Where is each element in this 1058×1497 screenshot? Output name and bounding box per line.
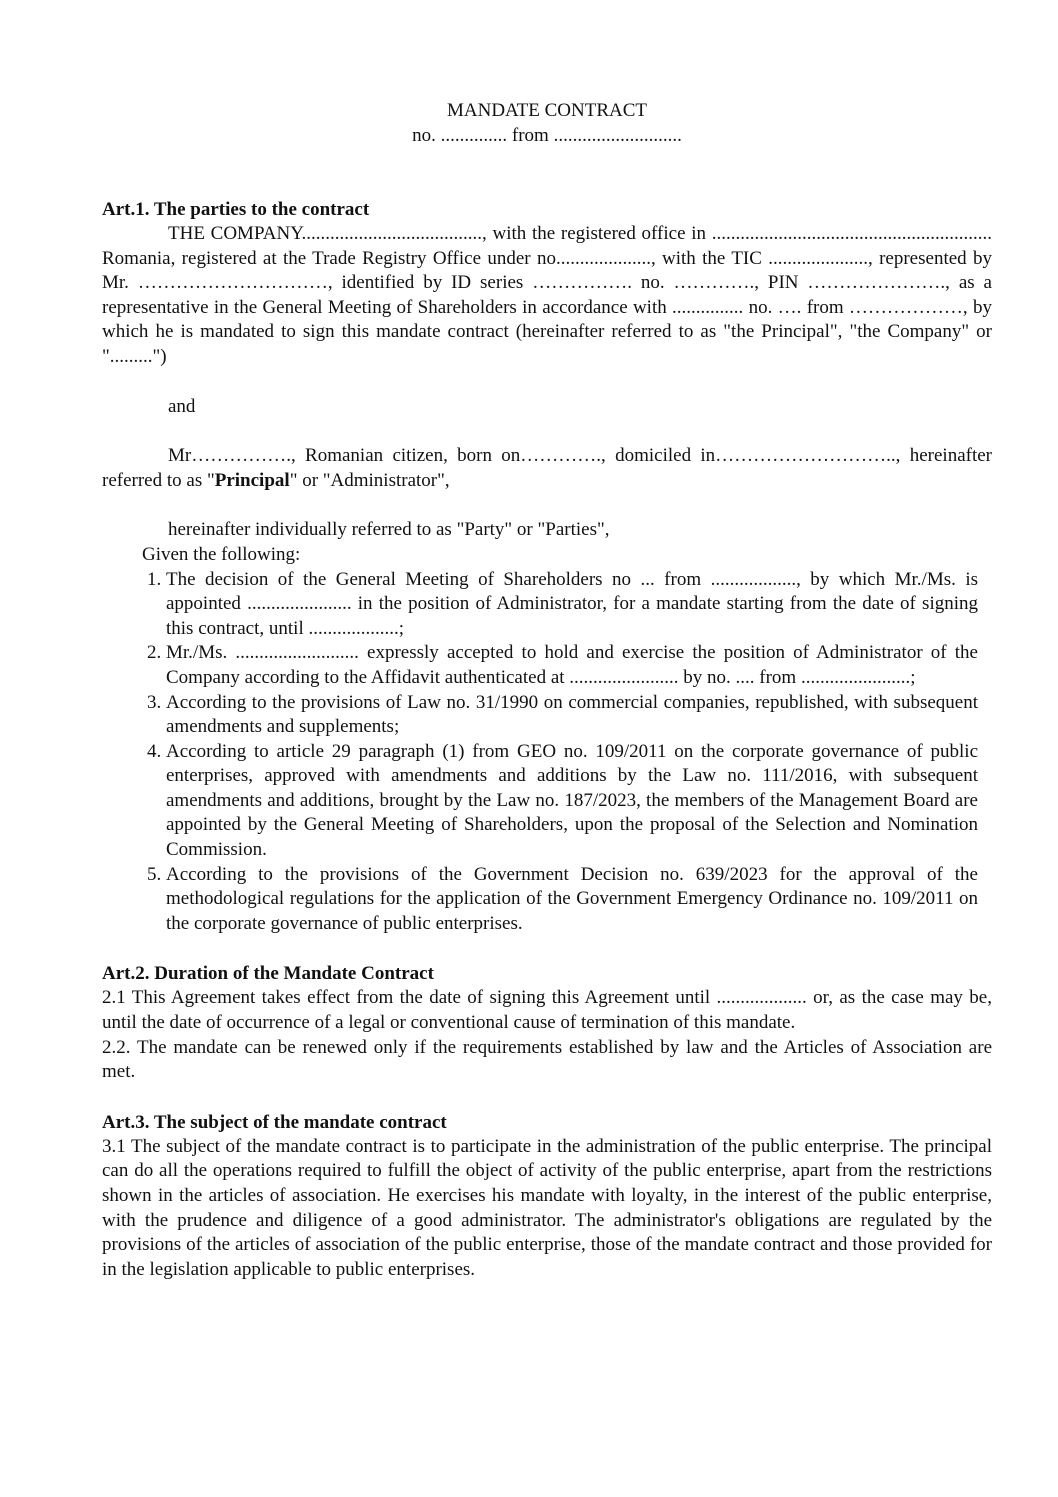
- considerations-list: [102, 568, 992, 937]
- art1-individually: hereinafter individually referred to as "Party" or "Parties",: [168, 519, 610, 541]
- spacer: [102, 493, 992, 518]
- principal-bold: Principal: [214, 469, 290, 491]
- art1-mr-paragraph: [102, 444, 992, 493]
- mr-paragraph-text-2: " or "Administrator",: [289, 469, 450, 491]
- list-item: 2. Mr./Ms. .......................... expressly accepted to hold and exercise the position of Administrator of the Company according to the Affidavit authenticated at ....................... by no. .... from .......................;: [166, 641, 978, 690]
- art3-heading: Art.3. The subject of the mandate contract: [102, 1111, 447, 1133]
- art1-company-paragraph: THE COMPANY......................................, with the registered office in ........................................................... Romania, registered at the Trade Registry Office under no...................., with the TIC ....................., represented by Mr. …………………………, identified by ID series ……………. no. …………., PIN …………………., as a representative in the General Meeting of Shareholders in accordance with ............... no. …. from ………………, by which he is mandated to sign this mandate contract (hereinafter referred to as "the Principal", "the Company" or "........."): [102, 223, 992, 367]
- art2-paragraph-1: 2.1 This Agreement takes effect from the date of signing this Agreement until ................... or, as the case may be, until the date of occurrence of a legal or conventional cause of termination of this mandate.: [102, 987, 992, 1034]
- mr-paragraph-text-1: Mr……………., Romanian citizen, born on…………., domiciled in……………………….., hereinafter referred to as ": [102, 445, 992, 491]
- spacer: [102, 936, 992, 961]
- document-number-line: no. .............. from ...........................: [412, 125, 682, 146]
- spacer: [102, 370, 992, 395]
- list-item: 1. The decision of the General Meeting of Shareholders no ... from .................., by which Mr./Ms. is appointed ...................... in the position of Administrator, for a mandate starting from the date of signing this contract, until ...................;: [166, 568, 978, 642]
- art1-and: and: [168, 395, 196, 417]
- art2-paragraph-2: 2.2. The mandate can be renewed only if the requirements established by law and the Articles of Association are met.: [102, 1036, 992, 1083]
- spacer: [102, 1085, 992, 1110]
- list-item: 5. According to the provisions of the Government Decision no. 639/2023 for the approval of the methodological regulations for the application of the Government Emergency Ordinance no. 109/2011 on the corporate governance of public enterprises.: [166, 863, 978, 937]
- list-item: 3. According to the provisions of Law no. 31/1990 on commercial companies, republished, with subsequent amendments and supplements;: [166, 691, 978, 740]
- spacer: [102, 148, 992, 197]
- art1-given: Given the following:: [142, 543, 301, 565]
- art1-heading: Art.1. The parties to the contract: [102, 199, 370, 220]
- spacer: [102, 419, 992, 444]
- list-item: 4. According to article 29 paragraph (1) from GEO no. 109/2011 on the corporate governance of public enterprises, approved with amendments and additions by the Law no. 111/2016, with subsequent amendments and additions, brought by the Law no. 187/2023, the members of the Management Board are appointed by the General Meeting of Shareholders, upon the proposal of the Selection and Nomination Commission.: [166, 740, 978, 863]
- art2-heading: Art.2. Duration of the Mandate Contract: [102, 963, 434, 985]
- art3-paragraph-1: 3.1 The subject of the mandate contract is to participate in the administration of the public enterprise. The principal can do all the operations required to fulfill the object of activity of the public enterprise, apart from the restrictions shown in the articles of association. He exercises his mandate with loyalty, in the interest of the public enterprise, with the prudence and diligence of a good administrator. The administrator's obligations are regulated by the provisions of the articles of association of the public enterprise, those of the mandate contract and those provided for in the legislation applicable to public enterprises.: [102, 1135, 992, 1280]
- document-page: [102, 98, 992, 1282]
- document-title: MANDATE CONTRACT: [446, 100, 648, 121]
